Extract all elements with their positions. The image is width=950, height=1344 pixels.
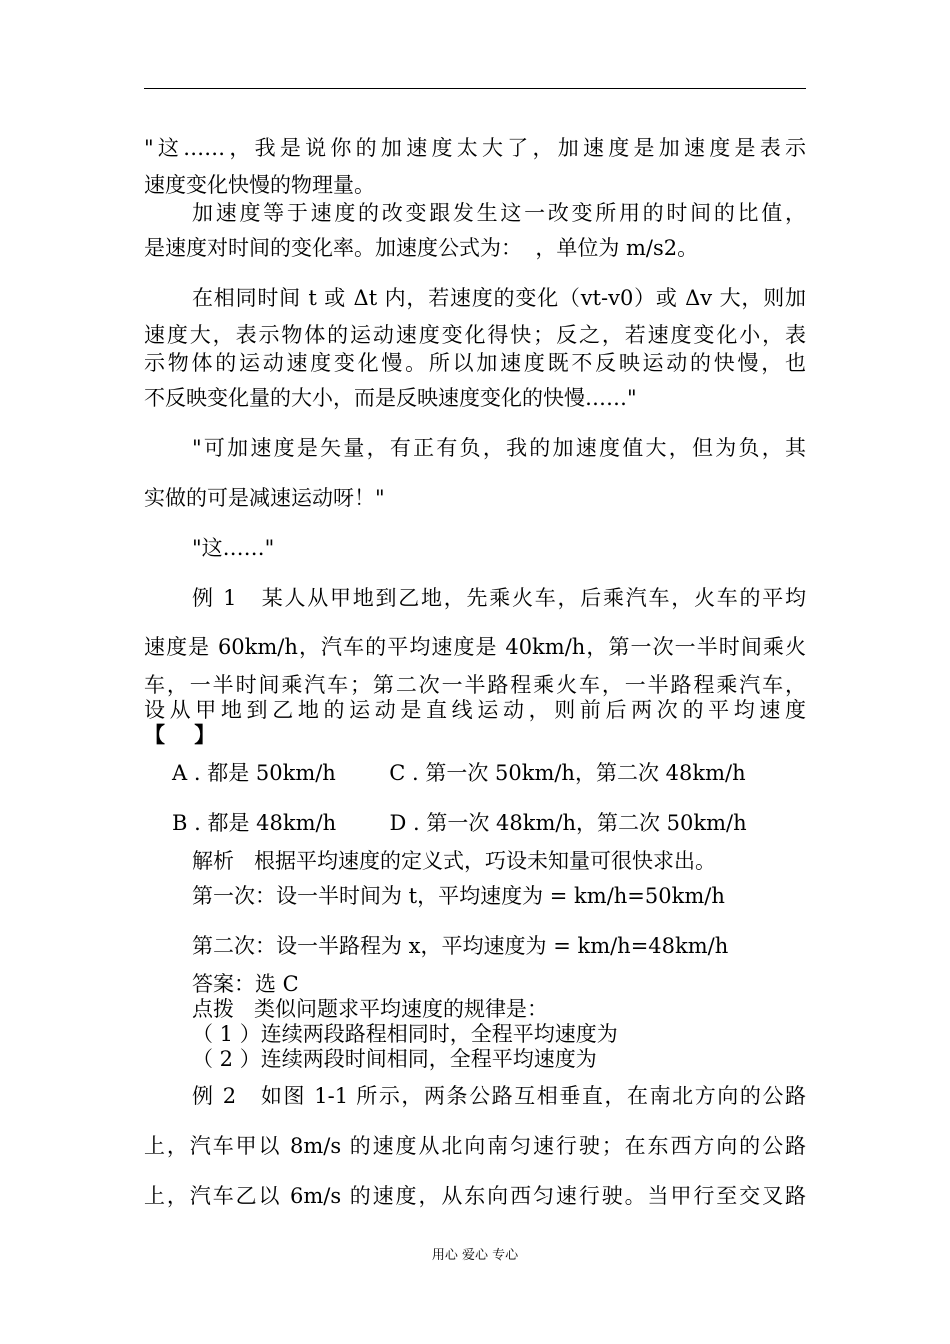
text-line: "可加速度是矢量，有正有负，我的加速度值大，但为负，其 — [192, 436, 806, 460]
header-rule — [144, 88, 806, 89]
option-b-d: B . 都是 48km/h D . 第一次 48km/h，第二次 50km/h — [172, 811, 747, 835]
first-case-line: 第一次：设一半时间为 t，平均速度为 = km/h=50km/h — [192, 884, 725, 908]
page-footer: 用心 爱心 专心 — [431, 1248, 519, 1263]
text-line: 示物体的运动速度变化慢。所以加速度既不反映运动的快慢，也 — [144, 351, 806, 375]
text-line: 在相同时间 t 或 Δt 内，若速度的变化（vt-v0）或 Δv 大，则加 — [192, 286, 806, 310]
text-line: 上，汽车乙以 6m/s 的速度，从东向西匀速行驶。当甲行至交叉路 — [144, 1184, 806, 1208]
example-2-title: 例 2 如图 1-1 所示，两条公路互相垂直，在南北方向的公路 — [192, 1084, 806, 1108]
text-line: 是速度对时间的变化率。加速度公式为： ，单位为 m/s2。 — [144, 236, 699, 260]
text-line: "这……" — [192, 536, 275, 560]
analysis-line: 解析 根据平均速度的定义式，巧设未知量可很快求出。 — [192, 849, 717, 873]
text-line: 速度变化快慢的物理量。 — [144, 173, 375, 197]
text-line: 加速度等于速度的改变跟发生这一改变所用的时间的比值， — [192, 201, 806, 225]
tip-item-1: （ 1 ）连续两段路程相同时，全程平均速度为 — [192, 1022, 618, 1046]
text-line: 不反映变化量的大小，而是反映速度变化的快慢……" — [144, 386, 637, 410]
answer-bracket: 【 】 — [144, 722, 216, 747]
text-line: 速度是 60km/h，汽车的平均速度是 40km/h，第一次一半时间乘火 — [144, 635, 806, 659]
option-a-c: A . 都是 50km/h C . 第一次 50km/h，第二次 48km/h — [172, 761, 746, 785]
text-line: 上，汽车甲以 8m/s 的速度从北向南匀速行驶；在东西方向的公路 — [144, 1134, 806, 1158]
text-line: 设从甲地到乙地的运动是直线运动，则前后两次的平均速度 — [144, 698, 806, 722]
tip-item-2: （ 2 ）连续两段时间相同，全程平均速度为 — [192, 1047, 597, 1071]
tip-line: 点拨 类似问题求平均速度的规律是： — [192, 997, 549, 1021]
answer-line: 答案：选 C — [192, 972, 299, 996]
text-line: 实做的可是减速运动呀！" — [144, 486, 385, 510]
text-line: 车，一半时间乘汽车；第二次一半路程乘火车，一半路程乘汽车， — [144, 673, 806, 697]
second-case-line: 第二次：设一半路程为 x，平均速度为 = km/h=48km/h — [192, 934, 729, 958]
text-line: 速度大，表示物体的运动速度变化得快；反之，若速度变化小，表 — [144, 323, 806, 347]
text-line: "这……，我是说你的加速度太大了，加速度是加速度是表示 — [144, 136, 806, 160]
example-1-title: 例 1 某人从甲地到乙地，先乘火车，后乘汽车，火车的平均 — [192, 586, 806, 610]
